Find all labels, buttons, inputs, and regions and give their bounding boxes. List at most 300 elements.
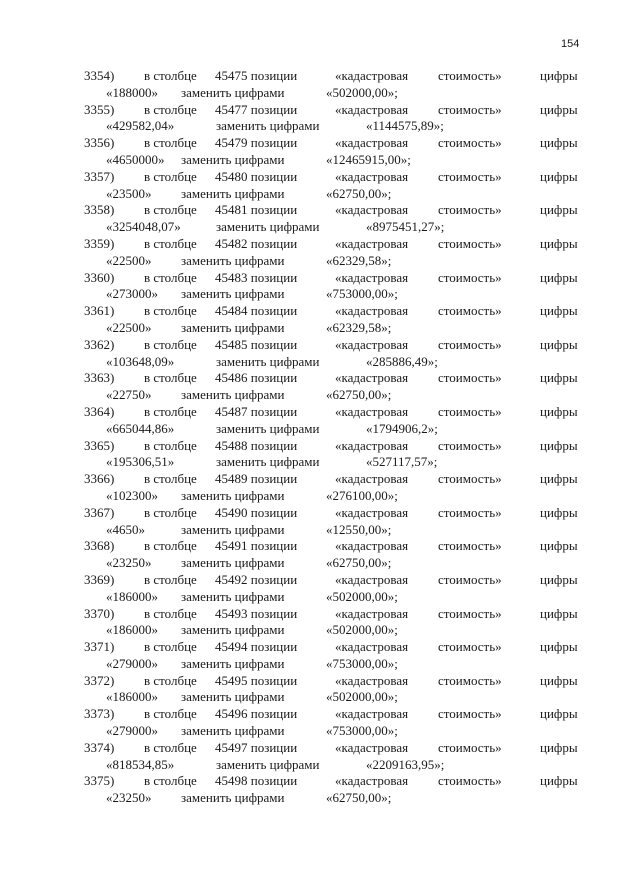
position-ref xyxy=(215,639,297,656)
in-column-label: в столбце xyxy=(144,437,197,453)
cost-label: стоимость» xyxy=(438,538,502,554)
cost-label: стоимость» xyxy=(438,672,502,688)
amendment-item xyxy=(84,270,584,304)
item-number: 3373) xyxy=(84,706,115,722)
in-column-label: в столбце xyxy=(144,370,197,386)
old-value: «22750» xyxy=(106,387,152,403)
amendment-line-2 xyxy=(84,555,584,572)
positions-label: позиции xyxy=(250,336,298,352)
replace-label: заменить цифрами xyxy=(181,588,285,604)
column-number: 45489 xyxy=(215,471,248,487)
cost-label: стоимость» xyxy=(438,269,502,285)
cadastral-label: «кадастровая xyxy=(335,739,409,755)
position-ref xyxy=(215,68,297,85)
item-number: 3359) xyxy=(84,235,115,251)
in-column-label: в столбце xyxy=(144,202,197,218)
digits-label: цифры xyxy=(540,538,578,554)
new-value: «753000,00»; xyxy=(326,286,398,302)
page-number: 154 xyxy=(561,38,580,50)
digits-label: цифры xyxy=(540,605,578,621)
old-value: «22500» xyxy=(106,252,152,268)
replace-label: заменить цифрами xyxy=(181,790,285,806)
cadastral-label: «кадастровая xyxy=(335,135,409,151)
in-column-label: в столбце xyxy=(144,68,197,83)
positions-label: позиции xyxy=(250,202,298,218)
cost-label: стоимость» xyxy=(438,437,502,453)
replace-label: заменить цифрами xyxy=(181,655,285,671)
new-value: «753000,00»; xyxy=(326,723,398,739)
new-value: «62750,00»; xyxy=(326,790,392,806)
column-number: 45486 xyxy=(215,370,248,386)
item-number: 3372) xyxy=(84,672,115,688)
new-value: «62329,58»; xyxy=(326,319,392,335)
amendment-item xyxy=(84,202,584,236)
amendment-line-2 xyxy=(84,286,584,303)
position-ref xyxy=(215,538,297,555)
digits-label: цифры xyxy=(540,571,578,587)
positions-label: позиции xyxy=(250,672,298,688)
amendment-line-1 xyxy=(84,370,584,387)
amendment-line-2 xyxy=(84,790,584,807)
digits-label: цифры xyxy=(540,403,578,419)
column-number: 45477 xyxy=(215,101,248,117)
replace-label: заменить цифрами xyxy=(181,622,285,638)
digits-label: цифры xyxy=(540,303,578,319)
new-value: «12550,00»; xyxy=(326,521,392,537)
amendment-item xyxy=(84,606,584,640)
digits-label: цифры xyxy=(540,471,578,487)
amendment-line-1 xyxy=(84,68,584,85)
amendment-item xyxy=(84,706,584,740)
position-ref xyxy=(215,102,297,119)
digits-label: цифры xyxy=(540,202,578,218)
cadastral-label: «кадастровая xyxy=(335,773,409,789)
cadastral-label: «кадастровая xyxy=(335,303,409,319)
column-number: 45495 xyxy=(215,672,248,688)
in-column-label: в столбце xyxy=(144,336,197,352)
column-number: 45492 xyxy=(215,571,248,587)
amendment-line-2 xyxy=(84,85,584,102)
cost-label: стоимость» xyxy=(438,370,502,386)
amendment-item xyxy=(84,438,584,472)
cost-label: стоимость» xyxy=(438,336,502,352)
position-ref xyxy=(215,606,297,623)
amendment-line-1 xyxy=(84,572,584,589)
positions-label: позиции xyxy=(250,269,298,285)
new-value: «1794906,2»; xyxy=(366,420,438,436)
item-number: 3363) xyxy=(84,370,115,386)
cadastral-label: «кадастровая xyxy=(335,336,409,352)
digits-label: цифры xyxy=(540,370,578,386)
digits-label: цифры xyxy=(540,269,578,285)
cost-label: стоимость» xyxy=(438,706,502,722)
item-number: 3375) xyxy=(84,773,115,789)
cadastral-label: «кадастровая xyxy=(335,672,409,688)
amendment-line-1 xyxy=(84,538,584,555)
position-ref xyxy=(215,673,297,690)
cost-label: стоимость» xyxy=(438,303,502,319)
in-column-label: в столбце xyxy=(144,672,197,688)
positions-label: позиции xyxy=(250,168,298,184)
amendment-line-1 xyxy=(84,673,584,690)
amendment-line-2 xyxy=(84,354,584,371)
column-number: 45487 xyxy=(215,403,248,419)
in-column-label: в столбце xyxy=(144,403,197,419)
digits-label: цифры xyxy=(540,437,578,453)
cadastral-label: «кадастровая xyxy=(335,68,409,83)
column-number: 45488 xyxy=(215,437,248,453)
item-number: 3360) xyxy=(84,269,115,285)
amendment-item xyxy=(84,572,584,606)
item-number: 3369) xyxy=(84,571,115,587)
digits-label: цифры xyxy=(540,101,578,117)
replace-label: заменить цифрами xyxy=(181,319,285,335)
amendment-item xyxy=(84,169,584,203)
old-value: «429582,04» xyxy=(106,118,175,134)
amendment-line-2 xyxy=(84,488,584,505)
amendment-line-2 xyxy=(84,589,584,606)
position-ref xyxy=(215,572,297,589)
column-number: 45481 xyxy=(215,202,248,218)
new-value: «502000,00»; xyxy=(326,84,398,100)
cost-label: стоимость» xyxy=(438,68,502,83)
old-value: «279000» xyxy=(106,655,158,671)
in-column-label: в столбце xyxy=(144,471,197,487)
positions-label: позиции xyxy=(250,706,298,722)
column-number: 45498 xyxy=(215,773,248,789)
column-number: 45484 xyxy=(215,303,248,319)
cost-label: стоимость» xyxy=(438,403,502,419)
position-ref xyxy=(215,169,297,186)
position-ref xyxy=(215,303,297,320)
amendment-line-2 xyxy=(84,622,584,639)
amendment-line-2 xyxy=(84,522,584,539)
new-value: «62750,00»; xyxy=(326,185,392,201)
column-number: 45496 xyxy=(215,706,248,722)
cost-label: стоимость» xyxy=(438,101,502,117)
positions-label: позиции xyxy=(250,135,298,151)
amendment-line-1 xyxy=(84,337,584,354)
digits-label: цифры xyxy=(540,68,578,83)
cadastral-label: «кадастровая xyxy=(335,571,409,587)
cadastral-label: «кадастровая xyxy=(335,538,409,554)
replace-label: заменить цифрами xyxy=(181,286,285,302)
in-column-label: в столбце xyxy=(144,538,197,554)
amendment-line-1 xyxy=(84,606,584,623)
position-ref xyxy=(215,706,297,723)
item-number: 3364) xyxy=(84,403,115,419)
cost-label: стоимость» xyxy=(438,235,502,251)
replace-label: заменить цифрами xyxy=(181,555,285,571)
column-number: 45494 xyxy=(215,639,248,655)
amendment-line-2 xyxy=(84,723,584,740)
item-number: 3355) xyxy=(84,101,115,117)
position-ref xyxy=(215,471,297,488)
amendment-item xyxy=(84,370,584,404)
amendment-list xyxy=(84,68,584,807)
replace-label: заменить цифрами xyxy=(181,84,285,100)
amendment-item xyxy=(84,337,584,371)
cadastral-label: «кадастровая xyxy=(335,101,409,117)
amendment-line-2 xyxy=(84,219,584,236)
positions-label: позиции xyxy=(250,773,298,789)
positions-label: позиции xyxy=(250,303,298,319)
item-number: 3357) xyxy=(84,168,115,184)
amendment-line-1 xyxy=(84,740,584,757)
cadastral-label: «кадастровая xyxy=(335,403,409,419)
digits-label: цифры xyxy=(540,168,578,184)
amendment-line-2 xyxy=(84,320,584,337)
amendment-line-1 xyxy=(84,404,584,421)
cost-label: стоимость» xyxy=(438,135,502,151)
amendment-line-2 xyxy=(84,689,584,706)
digits-label: цифры xyxy=(540,706,578,722)
amendment-line-2 xyxy=(84,253,584,270)
amendment-line-2 xyxy=(84,118,584,135)
item-number: 3368) xyxy=(84,538,115,554)
new-value: «276100,00»; xyxy=(326,487,398,503)
in-column-label: в столбце xyxy=(144,504,197,520)
positions-label: позиции xyxy=(250,538,298,554)
cost-label: стоимость» xyxy=(438,773,502,789)
digits-label: цифры xyxy=(540,504,578,520)
amendment-line-2 xyxy=(84,387,584,404)
positions-label: позиции xyxy=(250,605,298,621)
amendment-line-1 xyxy=(84,270,584,287)
new-value: «753000,00»; xyxy=(326,655,398,671)
amendment-item xyxy=(84,404,584,438)
cadastral-label: «кадастровая xyxy=(335,235,409,251)
replace-label: заменить цифрами xyxy=(181,723,285,739)
in-column-label: в столбце xyxy=(144,235,197,251)
cost-label: стоимость» xyxy=(438,202,502,218)
cadastral-label: «кадастровая xyxy=(335,370,409,386)
amendment-item xyxy=(84,303,584,337)
cost-label: стоимость» xyxy=(438,471,502,487)
cost-label: стоимость» xyxy=(438,571,502,587)
in-column-label: в столбце xyxy=(144,269,197,285)
cadastral-label: «кадастровая xyxy=(335,202,409,218)
positions-label: позиции xyxy=(250,68,298,83)
column-number: 45491 xyxy=(215,538,248,554)
new-value: «62329,58»; xyxy=(326,252,392,268)
cadastral-label: «кадастровая xyxy=(335,504,409,520)
old-value: «665044,86» xyxy=(106,420,175,436)
position-ref xyxy=(215,505,297,522)
column-number: 45482 xyxy=(215,235,248,251)
replace-label: заменить цифрами xyxy=(181,151,285,167)
new-value: «62750,00»; xyxy=(326,387,392,403)
old-value: «273000» xyxy=(106,286,158,302)
item-number: 3371) xyxy=(84,639,115,655)
position-ref xyxy=(215,438,297,455)
column-number: 45480 xyxy=(215,168,248,184)
amendment-item xyxy=(84,471,584,505)
cadastral-label: «кадастровая xyxy=(335,437,409,453)
item-number: 3356) xyxy=(84,135,115,151)
old-value: «818534,85» xyxy=(106,756,175,772)
replace-label: заменить цифрами xyxy=(181,521,285,537)
position-ref xyxy=(215,404,297,421)
amendment-line-2 xyxy=(84,421,584,438)
cost-label: стоимость» xyxy=(438,605,502,621)
replace-label: заменить цифрами xyxy=(181,387,285,403)
amendment-line-1 xyxy=(84,706,584,723)
item-number: 3362) xyxy=(84,336,115,352)
old-value: «102300» xyxy=(106,487,158,503)
new-value: «1144575,89»; xyxy=(366,118,444,134)
amendment-line-1 xyxy=(84,471,584,488)
in-column-label: в столбце xyxy=(144,168,197,184)
item-number: 3374) xyxy=(84,739,115,755)
column-number: 45497 xyxy=(215,739,248,755)
item-number: 3354) xyxy=(84,68,115,83)
positions-label: позиции xyxy=(250,403,298,419)
amendment-line-1 xyxy=(84,505,584,522)
replace-label: заменить цифрами xyxy=(181,689,285,705)
digits-label: цифры xyxy=(540,739,578,755)
replace-label: заменить цифрами xyxy=(181,185,285,201)
old-value: «4650» xyxy=(106,521,145,537)
position-ref xyxy=(215,135,297,152)
position-ref xyxy=(215,202,297,219)
old-value: «22500» xyxy=(106,319,152,335)
in-column-label: в столбце xyxy=(144,135,197,151)
new-value: «527117,57»; xyxy=(366,454,438,470)
old-value: «186000» xyxy=(106,689,158,705)
old-value: «188000» xyxy=(106,84,158,100)
new-value: «8975451,27»; xyxy=(366,219,445,235)
replace-label: заменить цифрами xyxy=(216,118,320,134)
position-ref xyxy=(215,773,297,790)
replace-label: заменить цифрами xyxy=(216,353,320,369)
amendment-item xyxy=(84,673,584,707)
amendment-line-1 xyxy=(84,303,584,320)
replace-label: заменить цифрами xyxy=(181,487,285,503)
old-value: «186000» xyxy=(106,622,158,638)
digits-label: цифры xyxy=(540,336,578,352)
replace-label: заменить цифрами xyxy=(216,756,320,772)
item-number: 3361) xyxy=(84,303,115,319)
replace-label: заменить цифрами xyxy=(216,454,320,470)
in-column-label: в столбце xyxy=(144,639,197,655)
positions-label: позиции xyxy=(250,639,298,655)
old-value: «3254048,07» xyxy=(106,219,181,235)
old-value: «23250» xyxy=(106,790,152,806)
cadastral-label: «кадастровая xyxy=(335,605,409,621)
in-column-label: в столбце xyxy=(144,571,197,587)
in-column-label: в столбце xyxy=(144,101,197,117)
replace-label: заменить цифрами xyxy=(181,252,285,268)
positions-label: позиции xyxy=(250,437,298,453)
amendment-line-2 xyxy=(84,186,584,203)
column-number: 45485 xyxy=(215,336,248,352)
cadastral-label: «кадастровая xyxy=(335,168,409,184)
cost-label: стоимость» xyxy=(438,168,502,184)
old-value: «186000» xyxy=(106,588,158,604)
amendment-line-1 xyxy=(84,773,584,790)
amendment-line-2 xyxy=(84,757,584,774)
positions-label: позиции xyxy=(250,370,298,386)
column-number: 45490 xyxy=(215,504,248,520)
digits-label: цифры xyxy=(540,135,578,151)
amendment-item xyxy=(84,68,584,102)
digits-label: цифры xyxy=(540,672,578,688)
cadastral-label: «кадастровая xyxy=(335,471,409,487)
amendment-line-1 xyxy=(84,202,584,219)
cadastral-label: «кадастровая xyxy=(335,269,409,285)
position-ref xyxy=(215,370,297,387)
in-column-label: в столбце xyxy=(144,739,197,755)
amendment-line-2 xyxy=(84,454,584,471)
replace-label: заменить цифрами xyxy=(216,420,320,436)
position-ref xyxy=(215,270,297,287)
amendment-line-2 xyxy=(84,656,584,673)
cadastral-label: «кадастровая xyxy=(335,639,409,655)
amendment-item xyxy=(84,740,584,774)
amendment-line-2 xyxy=(84,152,584,169)
in-column-label: в столбце xyxy=(144,773,197,789)
item-number: 3365) xyxy=(84,437,115,453)
replace-label: заменить цифрами xyxy=(216,219,320,235)
positions-label: позиции xyxy=(250,504,298,520)
in-column-label: в столбце xyxy=(144,605,197,621)
new-value: «502000,00»; xyxy=(326,689,398,705)
positions-label: позиции xyxy=(250,739,298,755)
amendment-item xyxy=(84,639,584,673)
new-value: «62750,00»; xyxy=(326,555,392,571)
amendment-line-1 xyxy=(84,102,584,119)
position-ref xyxy=(215,337,297,354)
amendment-line-1 xyxy=(84,639,584,656)
cost-label: стоимость» xyxy=(438,504,502,520)
item-number: 3358) xyxy=(84,202,115,218)
amendment-item xyxy=(84,538,584,572)
positions-label: позиции xyxy=(250,471,298,487)
column-number: 45493 xyxy=(215,605,248,621)
in-column-label: в столбце xyxy=(144,303,197,319)
positions-label: позиции xyxy=(250,101,298,117)
old-value: «23250» xyxy=(106,555,152,571)
amendment-line-1 xyxy=(84,169,584,186)
amendment-line-1 xyxy=(84,135,584,152)
item-number: 3366) xyxy=(84,471,115,487)
amendment-line-1 xyxy=(84,438,584,455)
position-ref xyxy=(215,740,297,757)
column-number: 45483 xyxy=(215,269,248,285)
new-value: «502000,00»; xyxy=(326,622,398,638)
position-ref xyxy=(215,236,297,253)
amendment-item xyxy=(84,505,584,539)
old-value: «195306,51» xyxy=(106,454,175,470)
old-value: «4650000» xyxy=(106,151,165,167)
cost-label: стоимость» xyxy=(438,739,502,755)
new-value: «12465915,00»; xyxy=(326,151,411,167)
amendment-item xyxy=(84,236,584,270)
item-number: 3370) xyxy=(84,605,115,621)
column-number: 45475 xyxy=(215,68,248,83)
digits-label: цифры xyxy=(540,639,578,655)
column-number: 45479 xyxy=(215,135,248,151)
amendment-item xyxy=(84,102,584,136)
new-value: «285886,49»; xyxy=(366,353,438,369)
amendment-item xyxy=(84,135,584,169)
old-value: «103648,09» xyxy=(106,353,175,369)
cadastral-label: «кадастровая xyxy=(335,706,409,722)
cost-label: стоимость» xyxy=(438,639,502,655)
old-value: «23500» xyxy=(106,185,152,201)
digits-label: цифры xyxy=(540,235,578,251)
